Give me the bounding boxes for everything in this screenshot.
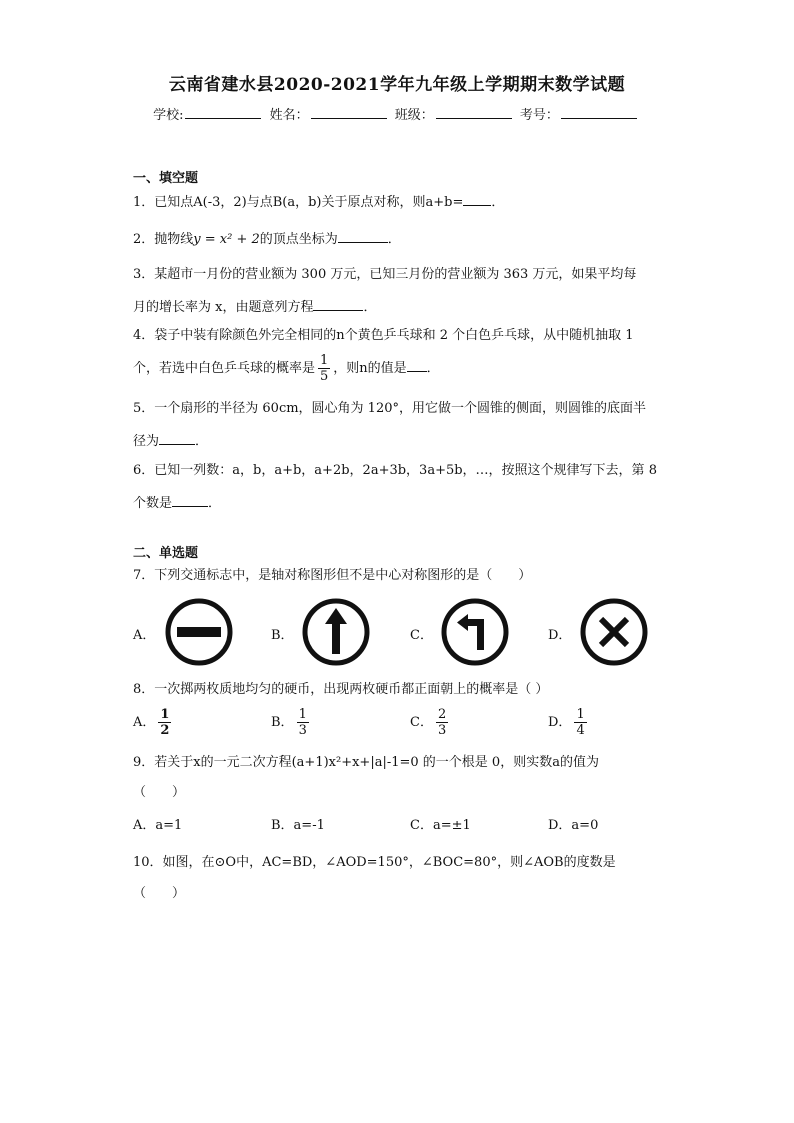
fraction-denominator: 2	[160, 723, 170, 738]
fraction	[318, 353, 330, 384]
fraction-numerator: 1	[320, 353, 329, 368]
option-a-label: A．	[133, 628, 156, 643]
option-c: C．a=±1	[410, 818, 471, 833]
question-10-line-2: （ ）	[133, 886, 186, 901]
answer-blank	[407, 359, 427, 372]
school-blank	[185, 106, 261, 119]
fraction-numerator: 1	[160, 707, 170, 722]
question-10-line-1: 10．如图，在⊙O中，AC=BD，∠AOD=150°，∠BOC=80°，则∠AOB的度数是	[133, 855, 616, 870]
name-blank	[311, 106, 387, 119]
fraction	[158, 707, 171, 738]
school-label: 学校:	[153, 108, 184, 123]
question-9-line-2: （ ）	[133, 785, 186, 800]
answer-blank	[159, 432, 195, 445]
option-label: D．	[548, 715, 572, 730]
question-3-line-1: 3．某超市一月份的营业额为 300 万元，已知三月份的营业额为 363 万元，如果平均每	[133, 267, 637, 282]
answer-blank	[313, 298, 363, 311]
question-2-formula: y = x² + 2	[193, 232, 260, 247]
question-5-line-2-text: 径为	[133, 434, 160, 449]
question-1-text: 1．已知点A(-3，2)与点B(a，b)关于原点对称，则a+b=	[133, 195, 464, 210]
section-heading-fill-blank: 一、填空题	[133, 171, 199, 186]
question-5-line-2: 径为 ．	[133, 434, 209, 449]
x-cross-sign-icon	[578, 598, 650, 666]
option-c	[410, 707, 451, 738]
fraction-numerator: 1	[576, 707, 585, 722]
fraction	[297, 707, 309, 738]
left-turn-sign-icon	[439, 598, 511, 666]
fraction-denominator: 3	[298, 723, 307, 738]
option-b	[271, 707, 312, 738]
option-a	[133, 707, 174, 738]
option-label: B．	[271, 715, 294, 730]
question-6-line-1: 6．已知一列数：a，b，a+b，a+2b，2a+3b，3a+5b，…，按照这个规律写下去，第 8	[133, 463, 657, 478]
question-4-pre: 个，若选中白色乒乓球的概率是	[133, 361, 316, 376]
fraction-numerator: 1	[298, 707, 307, 722]
option-d: D．a=0	[548, 818, 599, 833]
question-3-line-2: 月的增长率为 x，由题意列方程 ．	[133, 300, 377, 315]
question-7: 7．下列交通标志中，是轴对称图形但不是中心对称图形的是（ ）	[133, 568, 532, 583]
answer-blank	[172, 494, 208, 507]
page-title: 云南省建水县2020-2021学年九年级上学期期末数学试题	[168, 75, 626, 95]
question-2-post: 的顶点坐标为	[259, 232, 338, 247]
question-2: 2．抛物线y = x² + 2的顶点坐标为 ．	[133, 232, 401, 247]
question-5-line-1: 5．一个扇形的半径为 60cm，圆心角为 120°，用它做一个圆锥的侧面，则圆锥的底面半	[133, 401, 646, 416]
name-label: 姓名：	[269, 108, 309, 123]
question-1: 1．已知点A(-3，2)与点B(a，b)关于原点对称，则a+b= ．	[133, 195, 505, 210]
option-a: A．a=1	[133, 818, 183, 833]
class-blank	[436, 106, 512, 119]
fraction-denominator: 4	[576, 723, 585, 738]
fraction	[574, 707, 586, 738]
class-label: 班级：	[394, 108, 434, 123]
question-8: 8．一次掷两枚质地均匀的硬币，出现两枚硬币都正面朝上的概率是（ ）	[133, 682, 549, 697]
option-b-label: B．	[271, 628, 294, 643]
question-3-line-2-text: 月的增长率为 x，由题意列方程	[133, 300, 314, 315]
fraction-denominator: 5	[320, 369, 329, 384]
option-d	[548, 707, 590, 738]
exam-no-blank	[561, 106, 637, 119]
option-d-label: D．	[548, 628, 572, 643]
question-6-line-2: 个数是 ．	[133, 496, 222, 511]
question-2-pre: 2．抛物线	[133, 232, 194, 247]
exam-no-label: 考号：	[519, 108, 559, 123]
option-label: C．	[410, 715, 433, 730]
question-4-post: ，则n的值是	[333, 361, 407, 376]
fraction	[436, 707, 448, 738]
option-b: B．a=-1	[271, 818, 325, 833]
student-info-line	[0, 104, 794, 123]
question-4-line-2: 个，若选中白色乒乓球的概率是 $\frac{1}{5}$ ，则n的值是 ．	[133, 353, 440, 384]
question-6-line-2-text: 个数是	[133, 496, 173, 511]
no-entry-sign-icon	[163, 598, 235, 666]
answer-blank	[463, 193, 491, 206]
question-4-line-1: 4．袋子中装有除颜色外完全相同的n个黄色乒乓球和 2 个白色乒乓球，从中随机抽取 1	[133, 328, 634, 343]
fraction-denominator: 3	[437, 723, 447, 738]
fraction-numerator: 2	[437, 707, 447, 722]
question-9-line-1: 9．若关于x的一元二次方程(a+1)x²+x+|a|-1=0 的一个根是 0，则实数a的值为	[133, 755, 599, 770]
option-c-label: C．	[410, 628, 433, 643]
section-heading-single-choice: 二、单选题	[133, 546, 199, 561]
up-arrow-sign-icon	[300, 598, 372, 666]
answer-blank	[338, 230, 388, 243]
option-label: A．	[133, 715, 156, 730]
